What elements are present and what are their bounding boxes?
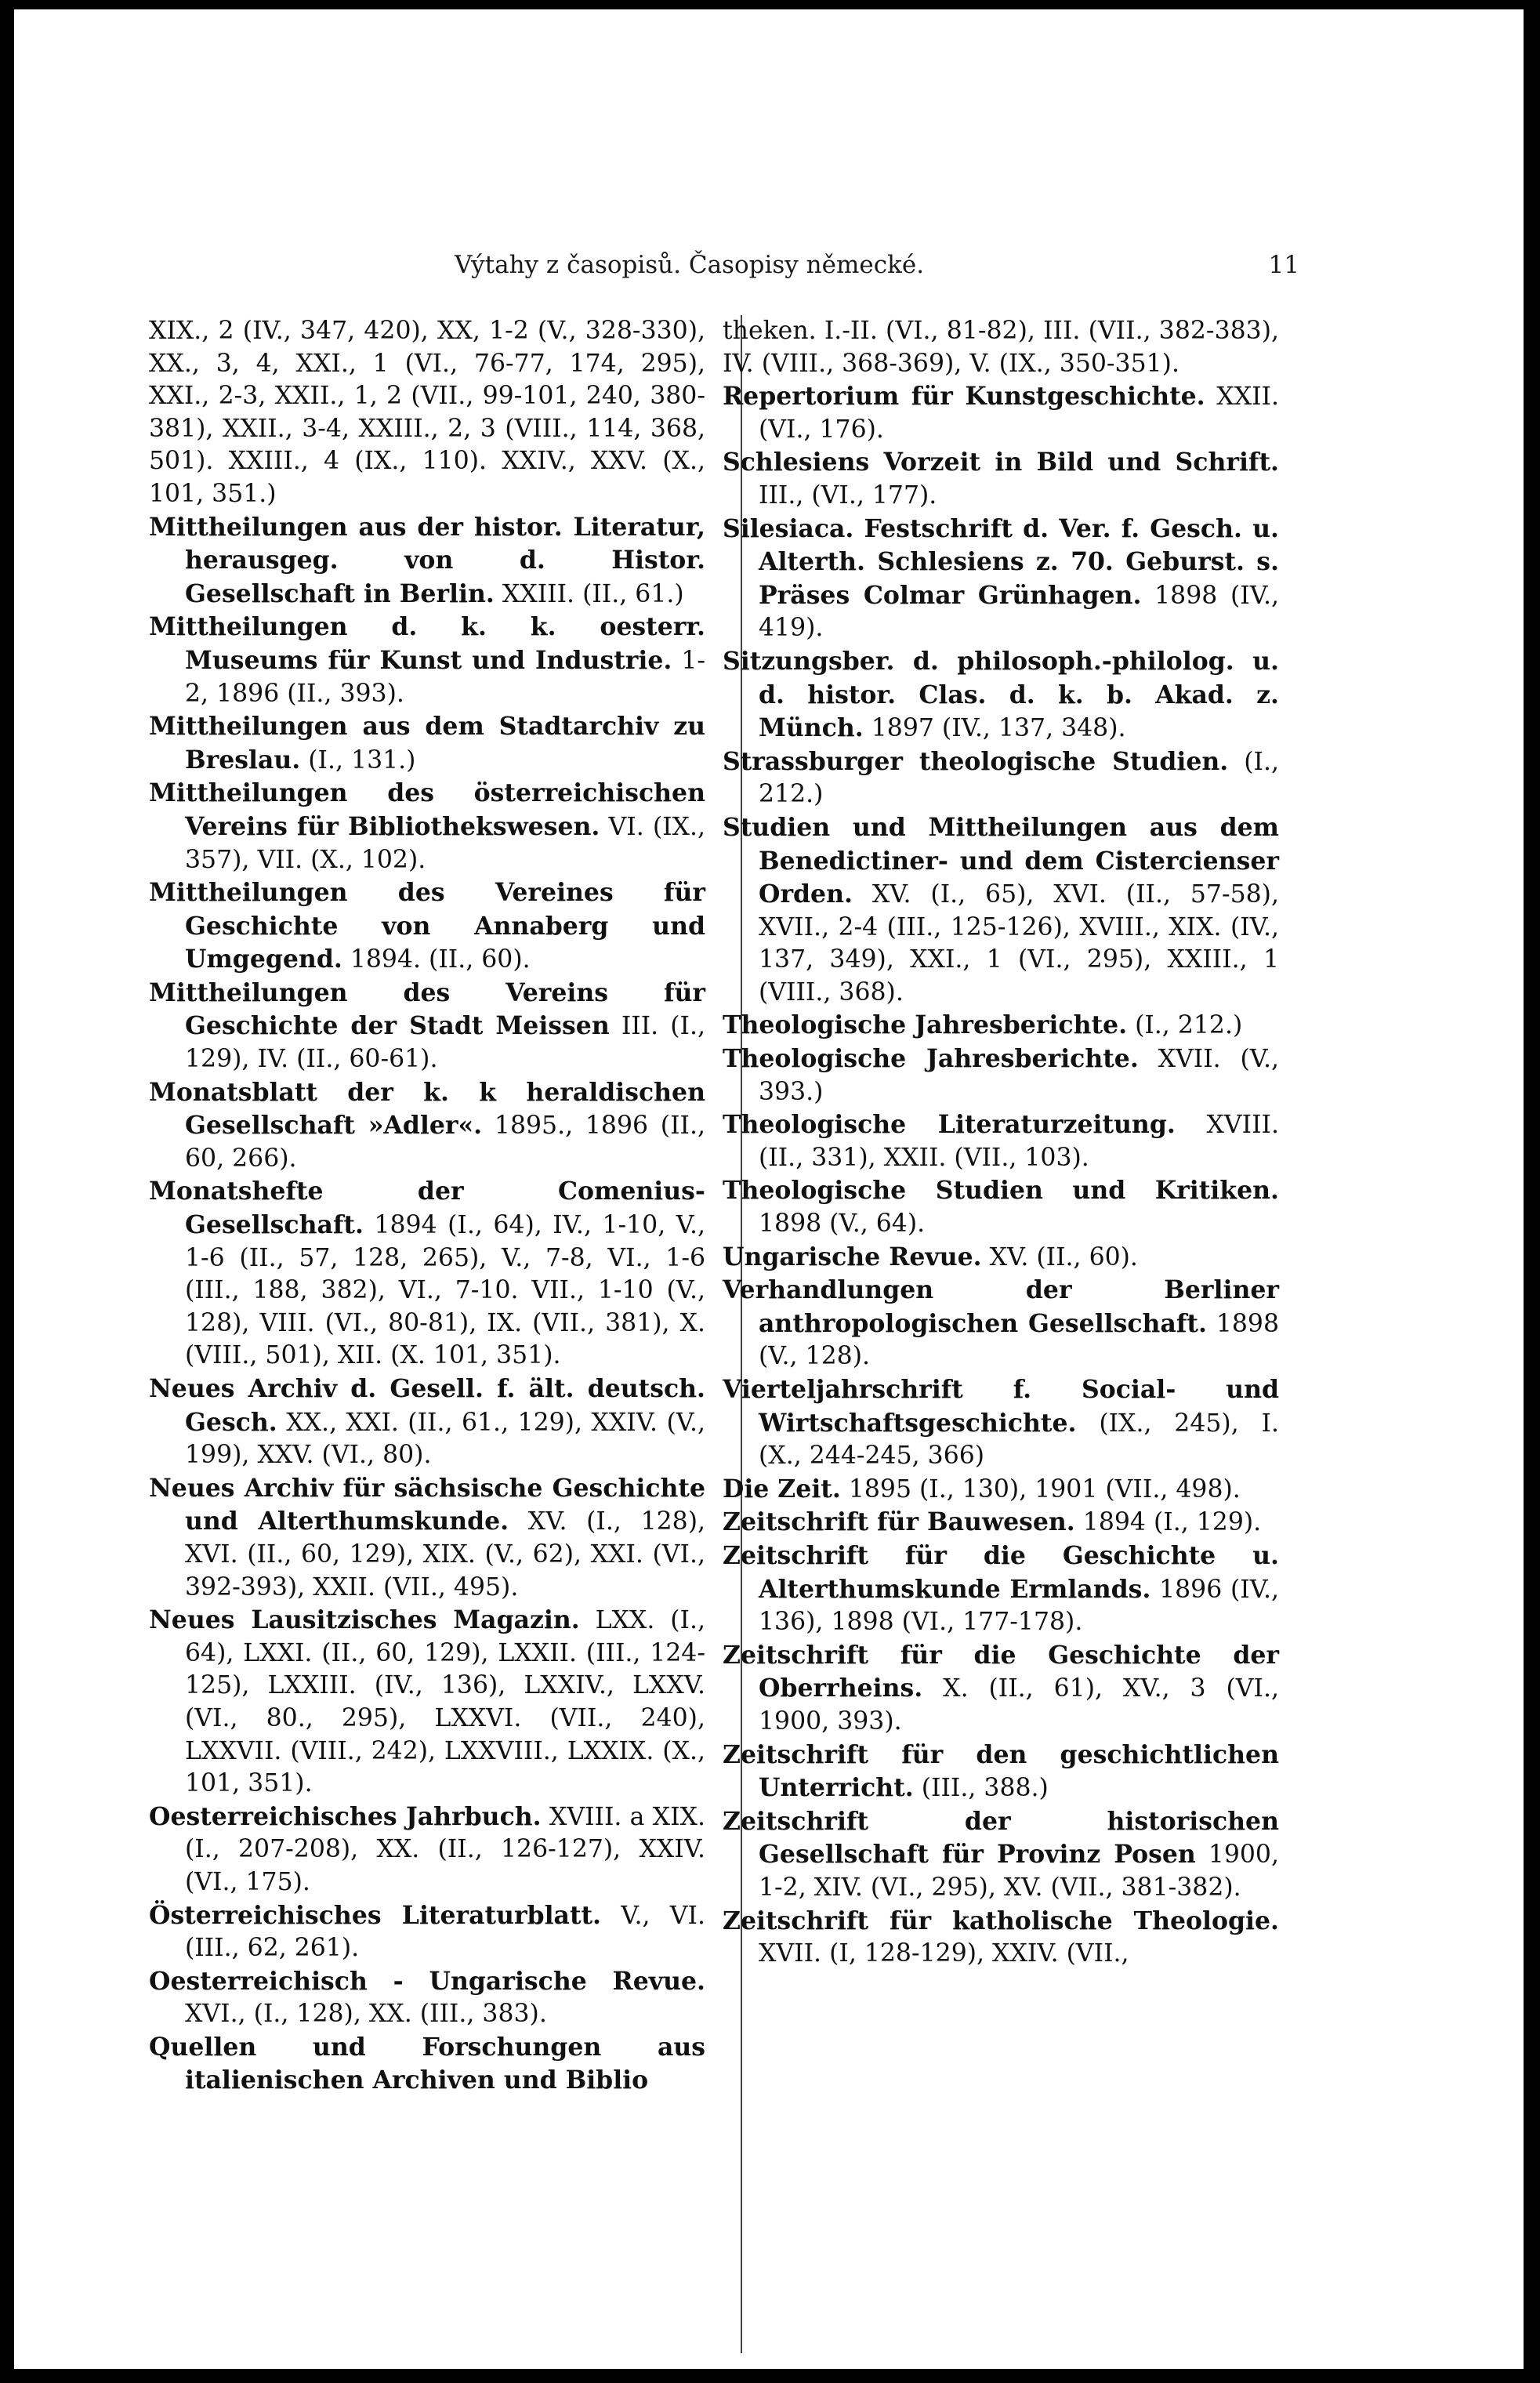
- bibliography-entry: [149, 977, 705, 1076]
- bibliography-entry: [723, 1805, 1279, 1905]
- journal-title: Monatshefte der Comenius-Gesellschaft.: [149, 1177, 705, 1240]
- journal-title: Studien und Mittheilungen aus dem Benedictiner- und dem Cistercienser Orden.: [723, 812, 1279, 909]
- journal-title: Monatsblatt der k. k heraldischen Gesellschaft »Adler«.: [149, 1077, 705, 1141]
- volume-references: III. (I., 129), IV. (II., 60-61).: [185, 1012, 705, 1074]
- journal-title: Oesterreichisch - Ungarische Revue.: [149, 1966, 705, 1996]
- bibliography-entry: [723, 645, 1279, 745]
- volume-references: XVI., (I., 128), XX. (III., 383).: [185, 2000, 547, 2029]
- volume-references: III., (VI., 177).: [759, 481, 937, 510]
- volume-references: theken. I.-II. (VI., 81-82), III. (VII., 382-383), IV. (VIII., 368-369), V. (IX., 350-351).: [723, 317, 1279, 378]
- bibliography-entry: [723, 1274, 1279, 1373]
- bibliography-entry: [149, 1472, 705, 1604]
- journal-title: Zeitschrift für den geschichtlichen Unterricht.: [723, 1739, 1279, 1803]
- bibliography-entry: [723, 1373, 1279, 1473]
- bibliography-entry: [723, 1009, 1279, 1043]
- volume-references: (III., 388.): [921, 1774, 1049, 1803]
- journal-title: Sitzungsber. d. philosoph.-philolog. u. d. histor. Clas. d. k. b. Akad. z. Münch.: [723, 646, 1279, 743]
- journal-title: Zeitschrift für die Geschichte u. Alterthumskunde Ermlands.: [723, 1540, 1279, 1604]
- volume-references: XIX., 2 (IV., 347, 420), XX, 1-2 (V., 328-330), XX., 3, 4, XXI., 1 (VI., 76-77, 174, 295), XXI., 2-3, XXII., 1, 2 (VII., 99-101, 240, 380-381), XXII., 3-4, XXIII., 2, 3 (VIII., 114, 368, 501). XXIII., 4 (IX., 110). XXIV., XXV. (X., 101, 351.): [149, 317, 705, 508]
- journal-title: Vierteljahrschrift f. Social- und Wirtschaftsgeschichte.: [723, 1375, 1279, 1438]
- volume-references: XX., XXI. (II., 61., 129), XXIV. (V., 199), XXV. (VI., 80).: [185, 1408, 705, 1470]
- bibliography-entry: [149, 1899, 705, 1965]
- journal-title: Zeitschrift der historischen Gesellschaft für Provinz Posen: [723, 1806, 1279, 1870]
- journal-title: Quellen und Forschungen aus italienischen Archiven und Biblio: [149, 2032, 705, 2095]
- bibliography-entry: [723, 745, 1279, 811]
- volume-references: 1897 (IV., 137, 348).: [871, 714, 1126, 743]
- bibliography-entry: [723, 513, 1279, 645]
- journal-title: Die Zeit.: [723, 1474, 841, 1503]
- journal-title: Mittheilungen d. k. k. oesterr. Museums für Kunst und Industrie.: [149, 612, 705, 675]
- bibliography-entry: [149, 1373, 705, 1472]
- journal-title: Schlesiens Vorzeit in Bild und Schrift.: [723, 448, 1279, 477]
- volume-references: 1894. (II., 60).: [350, 945, 531, 974]
- bibliography-entry: [723, 811, 1279, 1010]
- bibliography-entry: [149, 1076, 705, 1176]
- journal-title: Theologische Studien und Kritiken.: [723, 1176, 1279, 1206]
- journal-title: Mittheilungen des österreichischen Vereins für Bibliothekswesen.: [149, 778, 705, 841]
- bibliography-entry: [149, 1175, 705, 1373]
- journal-title: Neues Lausitzisches Magazin.: [149, 1605, 580, 1635]
- volume-references: V., VI. (III., 62, 261).: [185, 1901, 705, 1963]
- bibliography-entry: [149, 1604, 705, 1801]
- volume-references: X. (II., 61), XV., 3 (VI., 1900, 393).: [759, 1674, 1279, 1736]
- volume-references: 1895 (I., 130), 1901 (VII., 498).: [848, 1474, 1241, 1503]
- journal-title: Theologische Literaturzeitung.: [723, 1110, 1176, 1140]
- volume-references: XV. (I., 128), XVI. (II., 60, 129), XIX. (V., 62), XXI. (VI., 392-393), XXII. (VII., 495).: [185, 1507, 705, 1601]
- right-column: [723, 315, 1279, 1971]
- journal-title: Ungarische Revue.: [723, 1242, 982, 1271]
- volume-references: XVIII. (II., 331), XXII. (VII., 103).: [759, 1111, 1279, 1172]
- bibliography-entry: [149, 511, 705, 611]
- volume-references: XV. (II., 60).: [989, 1242, 1138, 1271]
- volume-references: 1896 (IV., 136), 1898 (VI., 177-178).: [759, 1575, 1279, 1637]
- journal-title: Oesterreichisches Jahrbuch.: [149, 1801, 542, 1831]
- volume-references: XV. (I., 65), XVI. (II., 57-58), XVII., 2-4 (III., 125-126), XVIII., XIX. (IV., 137, 349), XXI., 1 (VI., 295), XXIII., 1 (VIII., 368).: [759, 880, 1279, 1007]
- journal-title: Österreichisches Literaturblatt.: [149, 1900, 602, 1930]
- volume-references: 1894 (I., 64), IV., 1-10, V., 1-6 (II., 57, 128, 265), V., 7-8, VI., 1-6 (III., 188, 382), VI., 7-10. VII., 1-10 (V., 128), VIII. (VI., 80-81), IX. (VII., 381), X. (VIII., 501), XII. (X. 101, 351).: [185, 1211, 705, 1370]
- bibliography-entry: [723, 1043, 1279, 1108]
- bibliography-entry: [723, 1506, 1279, 1540]
- bibliography-entry: [723, 1174, 1279, 1240]
- running-head: [390, 251, 1299, 290]
- volume-references: XXIII. (II., 61.): [502, 579, 684, 608]
- journal-title: Mittheilungen aus dem Stadtarchiv zu Breslau.: [149, 712, 705, 774]
- page-number: 11: [1268, 251, 1299, 279]
- bibliography-entry: [723, 315, 1279, 380]
- bibliography-entry: [723, 1108, 1279, 1174]
- journal-title: Mittheilungen des Vereins für Geschichte der Stadt Meissen: [149, 978, 705, 1041]
- journal-title: Strassburger theologische Studien.: [723, 746, 1229, 776]
- journal-title: Mittheilungen des Vereines für Geschichte von Annaberg und Umgegend.: [149, 878, 705, 974]
- volume-references: XVII. (V., 393.): [759, 1045, 1279, 1106]
- volume-references: 1898 (V., 128).: [759, 1309, 1280, 1371]
- journal-title: Neues Archiv für sächsische Geschichte und Alterthumskunde.: [149, 1473, 705, 1536]
- volume-references: LXX. (I., 64), LXXI. (II., 60, 129), LXXII. (III., 124-125), LXXIII. (IV., 136), LXXIV., LXXV. (VI., 80., 295), LXXVI. (VII., 240), LXXVII. (VIII., 242), LXXVIII., LXXIX. (X., 101, 351).: [185, 1606, 705, 1798]
- bibliography-entry: [723, 1473, 1279, 1507]
- journal-title: Repertorium für Kunstgeschichte.: [723, 382, 1205, 412]
- journal-title: Zeitschrift für Bauwesen.: [723, 1507, 1075, 1537]
- bibliography-entry: [723, 1639, 1279, 1739]
- bibliography-entry: [149, 1965, 705, 2031]
- volume-references: 1900, 1-2, XIV. (VI., 295), XV. (VII., 381-382).: [759, 1841, 1279, 1902]
- volume-references: VI. (IX., 357), VII. (X., 102).: [185, 812, 706, 874]
- bibliography-entry: [149, 777, 705, 876]
- bibliography-entry: [723, 1540, 1279, 1639]
- left-column: [149, 315, 705, 2098]
- journal-title: Silesiaca. Festschrift d. Ver. f. Gesch. u. Alterth. Schlesiens z. 70. Geburst. s. Präses Colmar Grünhagen.: [723, 513, 1279, 610]
- volume-references: XXII. (VI., 176).: [759, 383, 1280, 444]
- volume-references: (I., 212.): [1135, 1011, 1243, 1040]
- journal-title: Neues Archiv d. Gesell. f. ält. deutsch. Gesch.: [149, 1374, 705, 1437]
- journal-title: Verhandlungen der Berliner anthropologischen Gesellschaft.: [723, 1275, 1279, 1338]
- bibliography-entry: [723, 1739, 1279, 1805]
- bibliography-entry: [723, 1905, 1279, 1971]
- journal-title: Theologische Jahresberichte.: [723, 1010, 1128, 1040]
- page-title: Výtahy z časopisů. Časopisy německé.: [455, 251, 925, 279]
- volume-references: (IX., 245), I. (X., 244-245, 366): [759, 1409, 1279, 1471]
- bibliography-entry: [149, 611, 705, 710]
- bibliography-entry: [149, 710, 705, 777]
- journal-title: Theologische Jahresberichte.: [723, 1044, 1139, 1074]
- volume-references: 1898 (IV., 419).: [759, 581, 1279, 643]
- volume-references: XVII. (I, 128-129), XXIV. (VII.,: [759, 1939, 1129, 1968]
- journal-title: Zeitschrift für die Geschichte der Oberrheins.: [723, 1640, 1279, 1703]
- volume-references: (I., 212.): [759, 747, 1280, 809]
- volume-references: (I., 131.): [308, 745, 416, 774]
- volume-references: XVIII. a XIX. (I., 207-208), XX. (II., 126-127), XXIV. (VI., 175).: [185, 1802, 705, 1896]
- bibliography-entry: [723, 446, 1279, 512]
- bibliography-entry: [149, 1801, 705, 1899]
- journal-title: Mittheilungen aus der histor. Literatur, herausgeg. von d. Histor. Gesellschaft in Berlin.: [149, 512, 705, 608]
- bibliography-entry: [723, 380, 1279, 446]
- bibliography-entry: [149, 315, 705, 511]
- volume-references: 1898 (V., 64).: [759, 1210, 926, 1239]
- bibliography-entry: [723, 1241, 1279, 1275]
- volume-references: 1895., 1896 (II., 60, 266).: [185, 1112, 706, 1173]
- volume-references: 1894 (I., 129).: [1082, 1508, 1262, 1537]
- bibliography-entry: [149, 2031, 705, 2098]
- volume-references: 1-2, 1896 (II., 393).: [185, 646, 705, 708]
- journal-title: Zeitschrift für katholische Theologie.: [723, 1906, 1279, 1935]
- bibliography-entry: [149, 876, 705, 977]
